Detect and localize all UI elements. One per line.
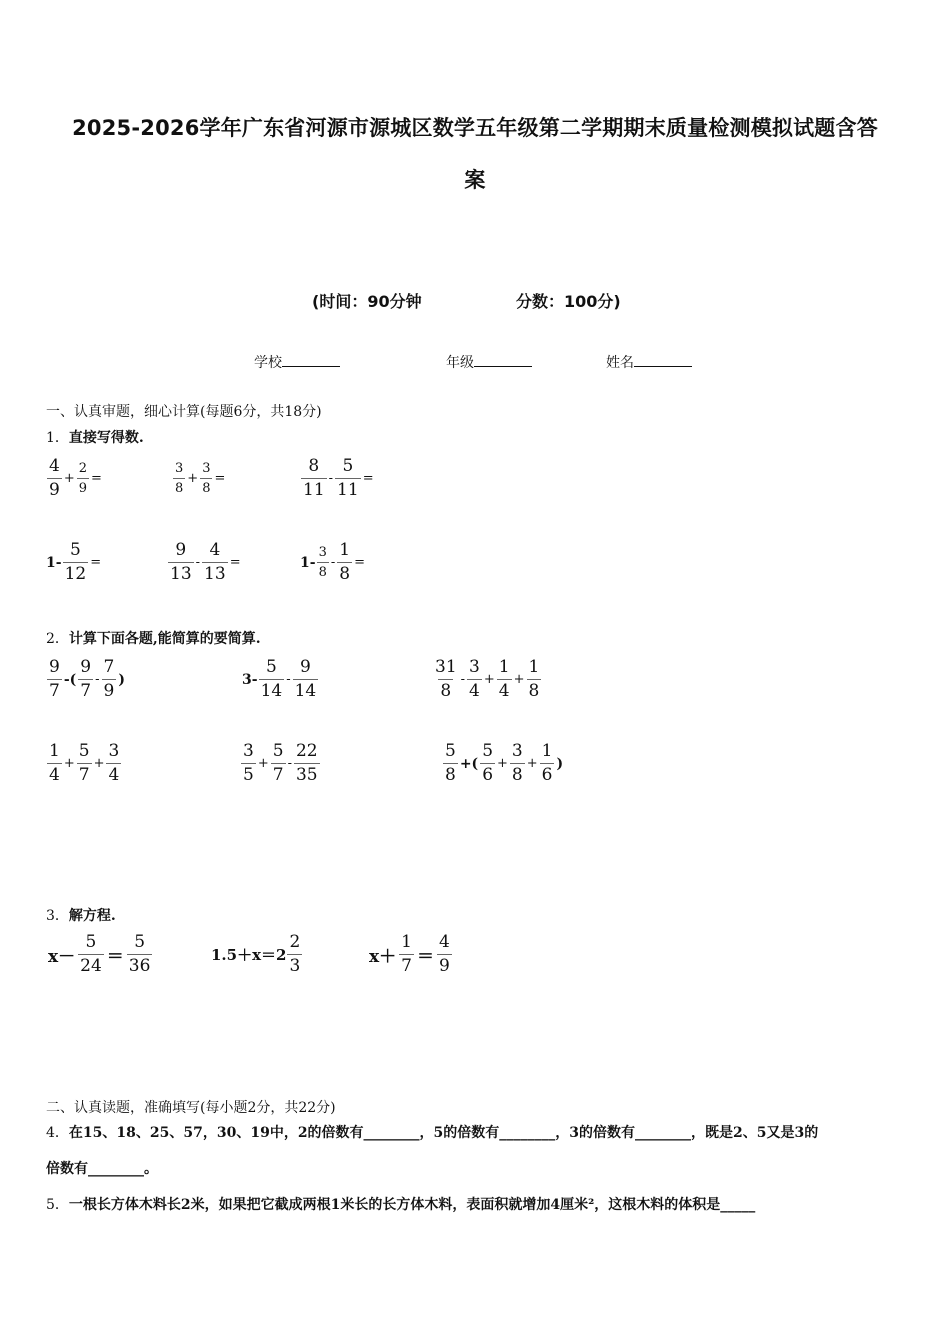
page-title-line1: 2025-2026学年广东省河源市源城区数学五年级第二学期期末质量检测模拟试题含答 (72, 116, 878, 140)
q2-title (46, 628, 261, 648)
q5-number: 5． (46, 1197, 69, 1213)
fraction: $\frac{22}{35}$ (295, 741, 318, 785)
q1-expr-2: $\frac{3}{8}$ + $\frac{3}{8}$ = (175, 461, 226, 496)
fraction: $\frac{5}{7}$ (78, 741, 90, 785)
q2-expr-2: 3- $\frac{5}{14}$ - $\frac{9}{14}$ (242, 657, 317, 701)
q1-expr-4: 1- $\frac{5}{12}$ = (46, 540, 102, 584)
page-title-line2: 案 (464, 168, 486, 192)
q4-text: 在15、18、25、57，30、19中，2的倍数有________，5的倍数有________，3的倍数有________，既是2、5又是3的 (68, 1125, 819, 1141)
fraction: $\frac{5}{24}$ (80, 932, 102, 976)
fraction: $\frac{1}{6}$ (541, 741, 553, 785)
q3-text: 解方程. (68, 908, 116, 924)
q3-equation-2: 1.5＋x＝2 $\frac{2}{3}$ (211, 932, 301, 976)
fraction: $\frac{2}{3}$ (289, 932, 301, 976)
fraction: $\frac{5}{12}$ (64, 540, 87, 584)
q5-line (46, 1194, 755, 1214)
fraction: $\frac{2}{9}$ (78, 461, 88, 496)
fraction: $\frac{1}{8}$ (339, 540, 351, 584)
q1-expr-1: $\frac{4}{9}$ + $\frac{2}{9}$ = (49, 456, 102, 500)
q4-line-1 (46, 1122, 818, 1142)
fraction: $\frac{5}{14}$ (260, 657, 283, 701)
fraction: $\frac{3}{8}$ (202, 461, 211, 496)
fraction: $\frac{31}{8}$ (435, 657, 457, 701)
fraction: $\frac{1}{8}$ (528, 657, 540, 701)
q1-expr-3: $\frac{8}{11}$ - $\frac{5}{11}$ = (303, 456, 374, 500)
q3-number: 3． (46, 908, 69, 924)
name-label: 姓名 (606, 355, 634, 371)
q2-expr-5: $\frac{3}{5}$ + $\frac{5}{7}$ - $\frac{22}{35}$ (243, 741, 318, 785)
exam-time: (时间：90分钟 (312, 292, 422, 311)
q2-expr-1: $\frac{9}{7}$ -( $\frac{9}{7}$ - $\frac{7}{9}$ ) (49, 657, 125, 701)
grade-label: 年级 (446, 355, 474, 371)
q2-expr-4: $\frac{1}{4}$ + $\frac{5}{7}$ + $\frac{3}{4}$ (49, 741, 120, 785)
fraction: $\frac{5}{7}$ (272, 741, 284, 785)
fraction: $\frac{9}{14}$ (294, 657, 317, 701)
fraction: $\frac{1}{4}$ (49, 741, 60, 785)
q1-expr-6: 1- $\frac{3}{8}$ - $\frac{1}{8}$ = (300, 540, 365, 584)
fraction: $\frac{5}{11}$ (337, 456, 359, 500)
q4-line-2: 倍数有________。 (46, 1161, 158, 1177)
q1-text: 直接写得数. (68, 430, 144, 446)
fraction: $\frac{3}{5}$ (243, 741, 254, 785)
fraction: $\frac{3}{8}$ (175, 461, 184, 496)
fraction: $\frac{5}{6}$ (482, 741, 494, 785)
q2-expr-6: $\frac{5}{8}$ +( $\frac{5}{6}$ + $\frac{3}{8}$ + $\frac{1}{6}$ ) (445, 741, 564, 785)
q1-title (46, 427, 144, 447)
fraction: $\frac{1}{7}$ (401, 932, 412, 976)
section2-heading: 二、认真读题，准确填写(每小题2分，共22分) (46, 1100, 336, 1116)
fraction: $\frac{7}{9}$ (103, 657, 115, 701)
fraction: $\frac{5}{36}$ (128, 932, 151, 976)
fraction: $\frac{3}{4}$ (108, 741, 120, 785)
q5-text: 一根长方体木料长2米，如果把它截成两根1米长的长方体木料，表面积就增加4厘米²，这根木料的体积是_____ (68, 1197, 756, 1213)
fraction: $\frac{9}{13}$ (170, 540, 192, 584)
fraction: $\frac{4}{9}$ (438, 932, 450, 976)
grade-field[interactable] (446, 352, 532, 372)
fraction: $\frac{4}{13}$ (204, 540, 226, 584)
fraction: $\frac{3}{8}$ (511, 741, 523, 785)
fraction: $\frac{9}{7}$ (80, 657, 92, 701)
school-blank[interactable] (282, 352, 340, 367)
q2-text: 计算下面各题,能简算的要简算. (68, 631, 261, 647)
name-field[interactable] (606, 352, 692, 372)
fraction: $\frac{8}{11}$ (303, 456, 325, 500)
fraction: $\frac{1}{4}$ (498, 657, 510, 701)
school-label: 学校 (254, 355, 282, 371)
fraction: $\frac{3}{4}$ (469, 657, 480, 701)
q4-number: 4． (46, 1125, 69, 1141)
fraction: $\frac{3}{8}$ (318, 545, 327, 580)
fraction: $\frac{4}{9}$ (49, 456, 60, 500)
q2-expr-3: $\frac{31}{8}$ - $\frac{3}{4}$ + $\frac{1}{4}$ + $\frac{1}{8}$ (435, 657, 540, 701)
q1-expr-5: $\frac{9}{13}$ - $\frac{4}{13}$ = (170, 540, 241, 584)
q3-title (46, 905, 116, 925)
fraction: $\frac{5}{8}$ (445, 741, 456, 785)
grade-blank[interactable] (474, 352, 532, 367)
fraction: $\frac{9}{7}$ (49, 657, 60, 701)
section1-heading: 一、认真审题，细心计算(每题6分，共18分) (46, 404, 322, 420)
q3-equation-1: x－ $\frac{5}{24}$ ＝ $\frac{5}{36}$ (48, 932, 151, 976)
name-blank[interactable] (634, 352, 692, 367)
q1-number: 1． (46, 430, 69, 446)
exam-score: 分数：100分) (516, 292, 621, 311)
school-field[interactable] (254, 352, 340, 372)
q2-number: 2． (46, 631, 69, 647)
q3-equation-3: x＋ $\frac{1}{7}$ ＝ $\frac{4}{9}$ (369, 932, 450, 976)
